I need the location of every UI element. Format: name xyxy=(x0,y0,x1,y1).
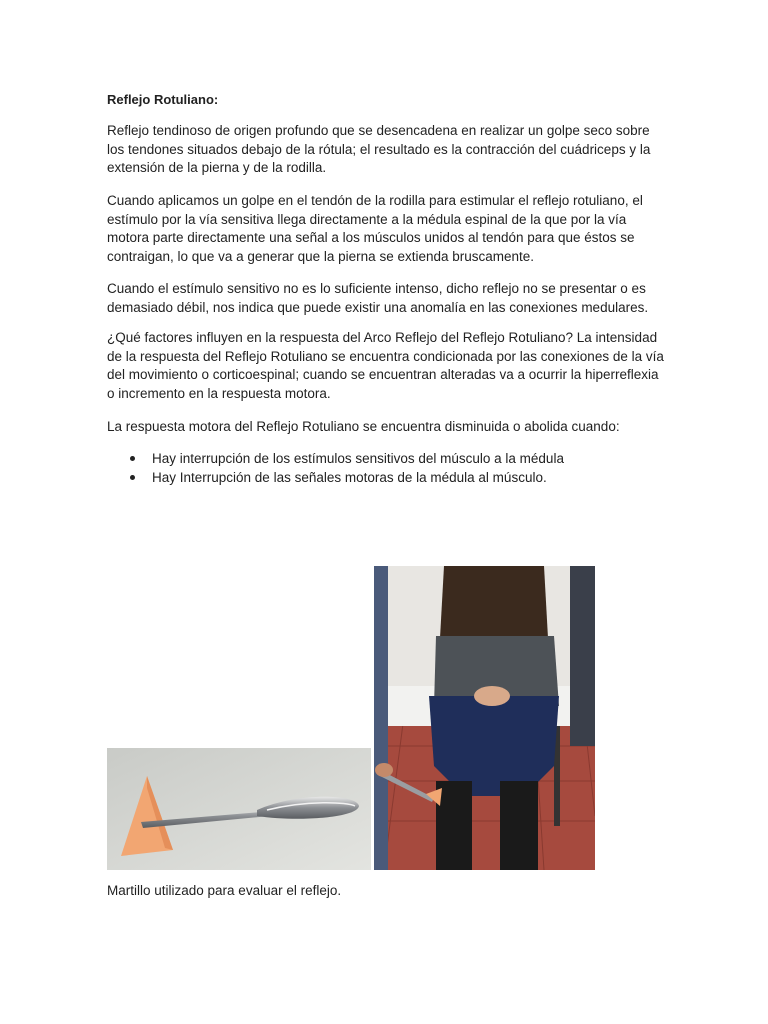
patient-reflex-test-photo xyxy=(374,566,595,870)
paragraph-factors: ¿Qué factores influyen en la respuesta del Arco Reflejo del Reflejo Rotuliano? La intensidad de la respuesta del Reflejo Rotuliano se encuentra condicionada por las conexiones de la vía del movimiento o corticoespinal; cuando se encuentran alteradas va a ocurrir la hiperreflexia o incremento en la respuesta motora. xyxy=(107,330,664,401)
image-caption: Martillo utilizado para evaluar el reflejo. xyxy=(107,883,342,898)
list-item: Hay interrupción de los estímulos sensitivos del músculo a la médula xyxy=(152,449,672,468)
paragraph-anomaly: Cuando el estímulo sensitivo no es lo suficiente intenso, dicho reflejo no se presentar o es demasiado débil, nos indica que puede existir una anomalía en las conexiones medulares. xyxy=(107,281,649,315)
document-title: Reflejo Rotuliano: xyxy=(107,92,219,107)
paragraph-definition: Reflejo tendinoso de origen profundo que se desencadena en realizar un golpe seco sobre los tendones situados debajo de la rótula; el resultado es la contracción del cuádriceps y la extensión de la pierna y de la rodilla. xyxy=(107,123,651,175)
paragraph-mechanism: Cuando aplicamos un golpe en el tendón de la rodilla para estimular el reflejo rotuliano, el estímulo por la vía sensitiva llega directamente a la médula espinal de la que por la vía motora parte directamente una señal a los músculos unidos al tendón para que éstos se contraigan, lo que va a generar que la pierna se extienda bruscamente. xyxy=(107,193,643,264)
bullet-list xyxy=(107,449,672,487)
paragraph-diminished: La respuesta motora del Reflejo Rotuliano se encuentra disminuida o abolida cuando: xyxy=(107,419,620,434)
bullet-icon xyxy=(130,475,135,480)
bullet-icon xyxy=(130,456,135,461)
list-item: Hay Interrupción de las señales motoras de la médula al músculo. xyxy=(152,468,672,487)
reflex-hammer-photo xyxy=(107,748,371,870)
